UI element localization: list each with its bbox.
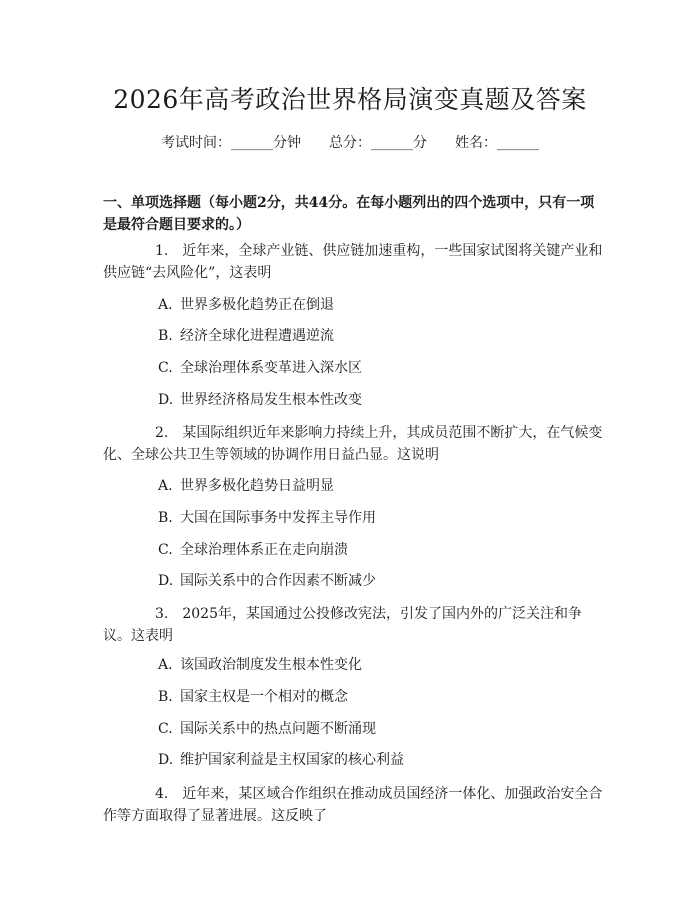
question-number: 1. (155, 243, 169, 259)
exam-meta (0, 132, 700, 152)
question-2 (103, 422, 603, 466)
question-3 (103, 603, 603, 647)
question-number: 2. (155, 425, 169, 441)
q2-option-a (158, 476, 334, 496)
option-letter: C. (158, 542, 173, 558)
q1-option-c (158, 358, 362, 378)
student-name: 姓名：______ (455, 135, 539, 151)
page-title: 2026年高考政治世界格局演变真题及答案 (113, 85, 587, 114)
option-letter: D. (158, 392, 174, 408)
option-text: 全球治理体系正在走向崩溃 (180, 542, 348, 558)
exam-time: 考试时间：______分钟 (161, 135, 301, 151)
section-heading: 一、单项选择题（每小题2分，共44分。在每小题列出的四个选项中，只有一项是最符合题目要求的。） (103, 195, 595, 233)
option-letter: A. (158, 657, 173, 673)
option-letter: B. (158, 328, 173, 344)
option-letter: D. (158, 752, 174, 768)
q3-option-a (158, 655, 362, 675)
option-text: 大国在国际事务中发挥主导作用 (180, 510, 376, 526)
q3-option-d (158, 750, 404, 770)
q1-option-d (158, 390, 362, 410)
option-text: 国际关系中的合作因素不断减少 (180, 573, 376, 589)
q1-option-a (158, 295, 334, 315)
option-text: 世界多极化趋势正在倒退 (180, 297, 334, 313)
q2-option-b (158, 508, 376, 528)
option-text: 世界多极化趋势日益明显 (180, 478, 334, 494)
option-letter: C. (158, 360, 173, 376)
option-text: 国家主权是一个相对的概念 (180, 689, 348, 705)
option-letter: B. (158, 689, 173, 705)
option-letter: C. (158, 721, 173, 737)
option-text: 世界经济格局发生根本性改变 (180, 392, 362, 408)
total-score: 总分：______分 (329, 135, 427, 151)
option-text: 该国政治制度发生根本性变化 (180, 657, 362, 673)
question-1 (103, 240, 603, 284)
q2-option-c (158, 540, 348, 560)
q1-option-b (158, 326, 334, 346)
question-text: 近年来，全球产业链、供应链加速重构，一些国家试图将关键产业和供应链“去风险化”，这表明 (103, 243, 603, 281)
q3-option-b (158, 687, 348, 707)
question-4 (103, 783, 603, 827)
option-letter: D. (158, 573, 174, 589)
option-text: 全球治理体系变革进入深水区 (180, 360, 362, 376)
question-text: 近年来，某区域合作组织在推动成员国经济一体化、加强政治安全合作等方面取得了显著进展。这反映了 (103, 786, 603, 824)
option-text: 国际关系中的热点问题不断涌现 (180, 721, 376, 737)
question-number: 4. (155, 786, 169, 802)
option-letter: A. (158, 297, 173, 313)
question-text: 某国际组织近年来影响力持续上升，其成员范围不断扩大，在气候变化、全球公共卫生等领域的协调作用日益凸显。这说明 (103, 425, 603, 463)
question-number: 3. (155, 606, 169, 622)
option-letter: A. (158, 478, 173, 494)
q2-option-d (158, 571, 376, 591)
option-letter: B. (158, 510, 173, 526)
question-text: 2025年，某国通过公投修改宪法，引发了国内外的广泛关注和争议。这表明 (103, 606, 582, 644)
option-text: 维护国家利益是主权国家的核心利益 (180, 752, 404, 768)
q3-option-c (158, 719, 376, 739)
option-text: 经济全球化进程遭遇逆流 (180, 328, 334, 344)
